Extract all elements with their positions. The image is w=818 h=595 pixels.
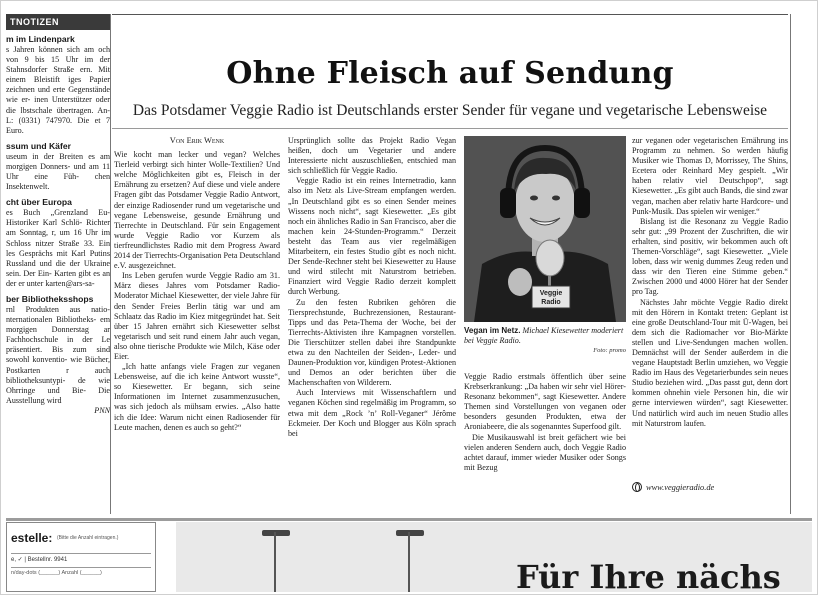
article-column-2	[288, 136, 456, 496]
sidebar-item-body: es Buch „Grenzland Eu- Historiker Karl Schlö- Richter am Sonntag, r, um 16 Uhr im Schloss nitzer Straße 33. Ein les Gesprächs mit Karl Putins Russland und die der Ukraine sein. Der Ein- Karten gibt es an der er unter karten@ars-sa-	[6, 208, 110, 288]
web-link-text[interactable]: www.veggieradio.de	[646, 482, 715, 492]
advertisement	[176, 522, 812, 592]
order-note: (Bitte die Anzahl eintragen.)	[57, 535, 119, 541]
sidebar-item	[6, 294, 110, 416]
photo-caption	[464, 326, 626, 356]
paragraph: Ursprünglich sollte das Projekt Radio Vegan heißen, doch um Vegetarier und andere Interessierte nicht auszuschließen, entschied man sich schließlich für Veggie Radio.	[288, 136, 456, 176]
paragraph: Veggie Radio ist ein reines Internetradio, kann also im Netz als Live-Stream empfangen werden. „In Deutschland gibt es so einen Sender meines Wissens noch nicht“, sagt Kiesewetter. „Es gibt noch ein ähnliches Radio in San Francisco, aber die machen kein 24-Stunden-Programm.“ Derzeit besteht das Team aus vier regelmäßigen Mitarbeitern, ein festes Studio gibt es noch nicht. Der Sende-Rechner steht bei Kiesewetter zu Hause und wird stilecht mit Naturstrom betrieben. Finanziert wird Veggie Radio derzeit komplett durch Werbung.	[288, 176, 456, 297]
paragraph: Die Musikauswahl ist breit gefächert wie bei vielen anderen Sendern auch, doch Veggie Radio achtet darauf, immer wieder Musiker oder Songs mit Bezug	[464, 432, 626, 472]
caption-lead: Vegan im Netz.	[464, 326, 521, 335]
mic-label-radio: Radio	[541, 299, 561, 306]
lamp-stand	[408, 532, 410, 592]
lamp-icon	[396, 530, 424, 536]
sidebar-item-body: useum in der Breiten es am morgigen Donners- und am 11 Uhr eine Füh- chen Insektenwelt.	[6, 151, 110, 192]
sidebar-notes	[6, 14, 110, 514]
article	[112, 14, 788, 514]
article-photo	[464, 136, 626, 322]
subhead-rule	[112, 128, 788, 129]
column-divider	[110, 14, 111, 514]
paragraph: Ins Leben gerufen wurde Veggie Radio am 31. März dieses Jahres vom Potsdamer Radio-Moderator Michael Kiesewetter, der viele Jahre für den Sender Freies Berlin tätig war und am Schlaatz das Radio im Kiez mitgegründet hat. Seit über 15 Jahren ernährt sich Kiesewetter selbst vegetarisch und seit rund einem Jahr auch vegan, also ohne tierische Produkte wie Milch, Käse oder Eier.	[114, 271, 280, 361]
sidebar-item	[6, 34, 110, 136]
column-divider	[790, 14, 791, 514]
lamp-icon	[262, 530, 290, 536]
mic-label-veggie: Veggie	[539, 290, 563, 297]
sidebar-item-body: s Jahren können sich am och von 9 bis 15 Uhr im der Stahnsdorfer Straße ern. Mit einem Bleistift iges Papier zeichnen und erte Gegenstände wie er- inen Unterstützer oder die lbstschale übertragen. An- L: (0331) 747970. Die et 7 Euro.	[6, 45, 110, 135]
order-title: estelle:	[11, 531, 53, 545]
sidebar-header: TNOTIZEN	[6, 14, 110, 30]
sidebar-item-title: ssum und Käfer	[6, 140, 71, 151]
ad-headline: Für Ihre nächs	[516, 558, 781, 592]
paragraph: Veggie Radio erstmals öffentlich über seine Krebserkrankung: „Da haben wir sehr viel Hörer-Resonanz bekommen“, sagt Kiesewetter. Andere Themen sind Vorstellungen von veganen oder besonders gesunden Produkten, etwa der Aroniabeere, die als sogenanntes Superfood gilt.	[464, 372, 626, 432]
paragraph: zur veganen oder vegetarischen Ernährung ins Programm zu nehmen. So werden häufig Musiker wie Thomas D, Morrissey, The Shins, Ecetera oder Reinhard Mey gespielt. „Wir haben relativ viel Deutschpop“, sagt Kiesewetter. „Es gibt auch Bands, die sind zwar vegan, machen aber relativ harte Hardcore- und Punk-Musik. Das spielen wir weniger.“	[632, 136, 788, 216]
order-line: e, ✓ | Bestellnr. 9941	[11, 553, 151, 563]
article-column-1	[114, 136, 280, 496]
order-line: n/day-dots (______) Anzahl (______)	[11, 567, 151, 576]
paragraph: Bislang ist die Resonanz zu Veggie Radio sehr gut: „99 Prozent der Zuschriften, die wir erhalten, sind positiv, wir bekommen auch oft Themen-Vorschläge“, sagt Kiesewetter. „Viele loben, dass wir wenig dummes Zeug reden und dass wir den Tieren eine Stimme geben.“ Zwischen 2000 und 4000 Hörer hat der Sender pro Tag.	[632, 216, 788, 297]
sidebar-item-title: ber Bibliotheksshops	[6, 293, 94, 304]
adjacent-article-edge	[794, 14, 812, 514]
subheadline: Das Potsdamer Veggie Radio ist Deutschlands erster Sender für vegane und vegetarische Lebensweise	[132, 102, 768, 119]
sidebar-item-title: cht über Europa	[6, 197, 72, 208]
paragraph: Zu den festen Rubriken gehören die Tiersprechstunde, Buchrezensionen, Restaurant-Tipps und das Peta-Thema der Woche, bei der Tierrechts-Aktivisten ihre Kampagnen vorstellen. Die Tierschützer stellen dabei ihre Standpunkte etwa zu den Nachteilen der Seiden-, Leder- und Daunen-Produktion vor, kündigen Protest-Aktionen und Demos an oder berichten über die Machenschaften von Wilderern.	[288, 297, 456, 388]
lamp-stand	[274, 532, 276, 592]
globe-icon	[632, 482, 642, 492]
paragraph: Auch Interviews mit Wissenschaftlern und veganen Köchen sind regelmäßig im Programm, so etwa mit dem „Rock ’n’ Roll-Veganer“ Jérôme Eckmeier. Der Koch und Blogger aus Köln sprach bei	[288, 388, 456, 438]
byline: Von Erik Wenk	[169, 136, 225, 145]
article-column-4	[632, 136, 788, 496]
paragraph: Wie kocht man lecker und vegan? Welches Tierleid verbirgt sich hinter Wolle-Textilien? Und welche Möglichkeiten gibt es, Fleisch in der Ernährung zu ersetzen? Auf diese und viele andere Fragen gibt das Potsdamer Veggie Radio Antwort, der einzige Radiosender rund um vegetarische und vegane Lebensweise, gesunde Ernährung und Tierrechte in Deutschland. Für sein Engagement wurde Veggie Radio vor Kurzem als tierfreundlichstes Radio mit dem Progress Award 2014 der Tierrechts-Organisation Peta Deutschland e.V. ausgezeichnet.	[114, 150, 280, 271]
paragraph: Nächstes Jahr möchte Veggie Radio direkt mit den Hörern in Kontakt treten: Geplant ist eine große Deutschland-Tour mit Ü-Wagen, bei dem sich die Radiomacher vor Bio-Märkte stellen und Live-Sendungen machen wollen. Demnächst will der Sender außerdem in die vegane Hauptstadt Berlin umziehen, wo Veggie Radio im Haus des Vegetarierbundes sein neues Studio beziehen wird. „Das passt gut, denn dort kommen ohnehin viele Personen hin, die wir gerne interviewen würden“, sagt Kiesewetter. Und natürlich wird auch im neuen Studio alles mit Naturstrom laufen.	[632, 297, 788, 428]
photo-credit: Foto: promo	[593, 347, 626, 354]
caption-text: Michael Kiesewetter moderiert bei Veggie Radio.	[464, 326, 624, 345]
top-rule	[112, 14, 788, 15]
sidebar-item-title: m im Lindenpark	[6, 34, 75, 44]
sidebar-item	[6, 197, 110, 289]
paragraph: „Ich hatte anfangs viele Fragen zur veganen Lebensweise, auf die ich keine Antwort wusste“, so Kiesewetter. Er begann, sich seine Informationen im Internet zusammenzusuchen, was sich jedoch als mühsam erwies. „Also hatte ich die Idee: Warum nicht einen Radiosender für Leute machen, denen es auch so geht?“	[114, 362, 280, 432]
photo-illustration	[464, 136, 626, 322]
sidebar-signature: PNN	[94, 405, 110, 415]
headline: Ohne Fleisch auf Sendung	[226, 56, 674, 91]
bottom-rule	[6, 518, 812, 521]
sidebar-item-body: rnl Produkten aus natio- nternationalen Bibliotheks- em morgigen Donnerstag ar Fachhochschule in der Le präsentiert. Bis zum sind sowohl konventio- wie Bücher, Postkarten r auch bibliotheksuntypi- de wie Ohrringe und Bie- Die Ausstellung wird	[6, 304, 110, 405]
order-form	[6, 522, 156, 592]
web-link[interactable]	[632, 482, 788, 492]
article-column-3	[464, 372, 626, 492]
sidebar-item	[6, 141, 110, 192]
